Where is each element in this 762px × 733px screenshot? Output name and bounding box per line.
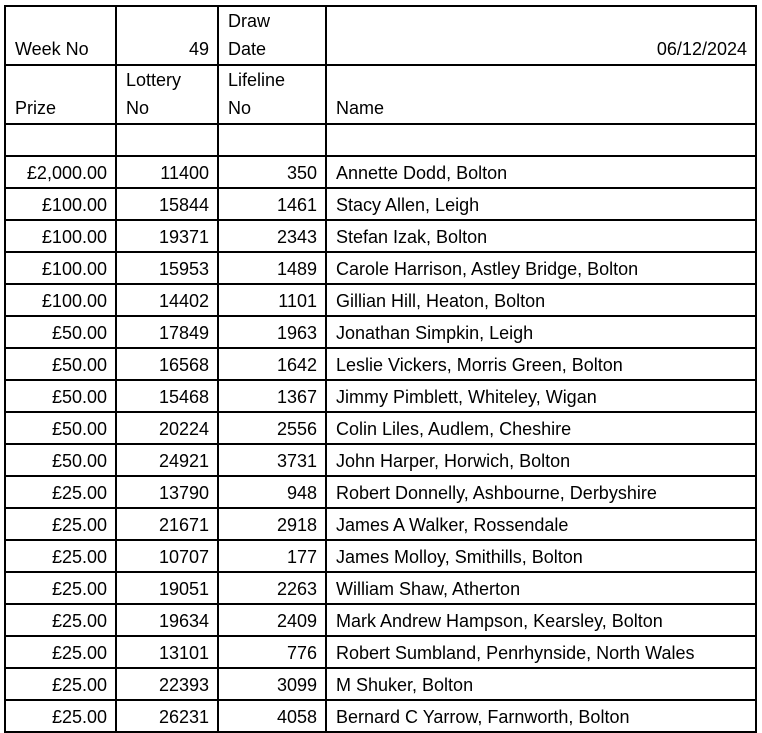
name-cell: James Molloy, Smithills, Bolton <box>326 540 756 572</box>
lottery-no-cell: 19371 <box>116 220 218 252</box>
lottery-no-cell: 20224 <box>116 412 218 444</box>
lottery-no-cell: 15844 <box>116 188 218 220</box>
table-row <box>5 572 756 604</box>
lifeline-no-cell: 177 <box>218 540 326 572</box>
table-row <box>5 412 756 444</box>
lifeline-no-cell: 1642 <box>218 348 326 380</box>
name-cell: Jonathan Simpkin, Leigh <box>326 316 756 348</box>
blank-cell <box>5 124 116 156</box>
table-row <box>5 348 756 380</box>
lottery-header-line1: Lottery <box>126 70 182 90</box>
blank-row <box>5 124 756 156</box>
lifeline-no-cell: 2263 <box>218 572 326 604</box>
prize-cell: £50.00 <box>5 348 116 380</box>
prize-cell: £25.00 <box>5 700 116 732</box>
table-row <box>5 540 756 572</box>
name-cell: Mark Andrew Hampson, Kearsley, Bolton <box>326 604 756 636</box>
table-row <box>5 380 756 412</box>
column-header-row <box>5 65 756 124</box>
results-table <box>4 5 757 733</box>
lifeline-no-cell: 1367 <box>218 380 326 412</box>
lifeline-no-cell: 3731 <box>218 444 326 476</box>
lottery-no-cell: 19634 <box>116 604 218 636</box>
lottery-no-cell: 19051 <box>116 572 218 604</box>
blank-cell <box>116 124 218 156</box>
draw-label-line2: Date <box>228 39 267 59</box>
table-row <box>5 508 756 540</box>
prize-cell: £50.00 <box>5 412 116 444</box>
lifeline-no-cell: 350 <box>218 156 326 188</box>
week-no-label: Week No <box>5 6 116 65</box>
draw-label-line1: Draw <box>228 11 271 31</box>
prize-cell: £25.00 <box>5 668 116 700</box>
lifeline-no-cell: 2343 <box>218 220 326 252</box>
prize-cell: £25.00 <box>5 636 116 668</box>
name-cell: Robert Sumbland, Penrhynside, North Wales <box>326 636 756 668</box>
prize-cell: £100.00 <box>5 252 116 284</box>
table-row <box>5 316 756 348</box>
lifeline-no-cell: 1101 <box>218 284 326 316</box>
lottery-no-cell: 13790 <box>116 476 218 508</box>
table-row <box>5 668 756 700</box>
table-row <box>5 188 756 220</box>
lottery-no-cell: 15953 <box>116 252 218 284</box>
table-row <box>5 604 756 636</box>
lottery-no-cell: 24921 <box>116 444 218 476</box>
table-row <box>5 220 756 252</box>
lottery-no-cell: 13101 <box>116 636 218 668</box>
prize-cell: £100.00 <box>5 220 116 252</box>
prize-cell: £50.00 <box>5 316 116 348</box>
prize-cell: £50.00 <box>5 444 116 476</box>
table-row <box>5 284 756 316</box>
prize-cell: £2,000.00 <box>5 156 116 188</box>
week-no-value: 49 <box>116 6 218 65</box>
prize-cell: £25.00 <box>5 572 116 604</box>
name-cell: William Shaw, Atherton <box>326 572 756 604</box>
lifeline-no-cell: 4058 <box>218 700 326 732</box>
lifeline-no-cell: 2918 <box>218 508 326 540</box>
lottery-no-cell: 10707 <box>116 540 218 572</box>
name-cell: Bernard C Yarrow, Farnworth, Bolton <box>326 700 756 732</box>
name-cell: Jimmy Pimblett, Whiteley, Wigan <box>326 380 756 412</box>
prize-cell: £25.00 <box>5 476 116 508</box>
blank-cell <box>326 124 756 156</box>
prize-header: Prize <box>5 65 116 124</box>
prize-cell: £25.00 <box>5 508 116 540</box>
prize-cell: £100.00 <box>5 188 116 220</box>
lifeline-no-cell: 948 <box>218 476 326 508</box>
table-row <box>5 444 756 476</box>
draw-date-label <box>218 6 326 65</box>
lottery-no-cell: 16568 <box>116 348 218 380</box>
lifeline-no-header <box>218 65 326 124</box>
name-cell: Leslie Vickers, Morris Green, Bolton <box>326 348 756 380</box>
prize-cell: £25.00 <box>5 604 116 636</box>
table-row <box>5 636 756 668</box>
prize-cell: £25.00 <box>5 540 116 572</box>
lifeline-no-cell: 2556 <box>218 412 326 444</box>
table-row <box>5 156 756 188</box>
lifeline-no-cell: 3099 <box>218 668 326 700</box>
name-cell: Gillian Hill, Heaton, Bolton <box>326 284 756 316</box>
lifeline-no-cell: 2409 <box>218 604 326 636</box>
table-row <box>5 700 756 732</box>
week-header-row <box>5 6 756 65</box>
lottery-no-cell: 11400 <box>116 156 218 188</box>
name-cell: James A Walker, Rossendale <box>326 508 756 540</box>
lottery-no-cell: 17849 <box>116 316 218 348</box>
blank-cell <box>218 124 326 156</box>
lottery-no-cell: 21671 <box>116 508 218 540</box>
name-cell: Colin Liles, Audlem, Cheshire <box>326 412 756 444</box>
prize-cell: £50.00 <box>5 380 116 412</box>
prize-cell: £100.00 <box>5 284 116 316</box>
name-header: Name <box>326 65 756 124</box>
name-cell: Stacy Allen, Leigh <box>326 188 756 220</box>
draw-date-value: 06/12/2024 <box>326 6 756 65</box>
lottery-no-header <box>116 65 218 124</box>
lifeline-header-line2: No <box>228 98 252 118</box>
lottery-no-cell: 15468 <box>116 380 218 412</box>
name-cell: Carole Harrison, Astley Bridge, Bolton <box>326 252 756 284</box>
lifeline-header-line1: Lifeline <box>228 70 286 90</box>
table-row <box>5 476 756 508</box>
name-cell: John Harper, Horwich, Bolton <box>326 444 756 476</box>
lottery-no-cell: 22393 <box>116 668 218 700</box>
lifeline-no-cell: 1489 <box>218 252 326 284</box>
name-cell: Robert Donnelly, Ashbourne, Derbyshire <box>326 476 756 508</box>
lifeline-no-cell: 776 <box>218 636 326 668</box>
lottery-no-cell: 14402 <box>116 284 218 316</box>
lifeline-no-cell: 1461 <box>218 188 326 220</box>
lifeline-no-cell: 1963 <box>218 316 326 348</box>
name-cell: M Shuker, Bolton <box>326 668 756 700</box>
name-cell: Stefan Izak, Bolton <box>326 220 756 252</box>
lottery-header-line2: No <box>126 98 150 118</box>
name-cell: Annette Dodd, Bolton <box>326 156 756 188</box>
table-row <box>5 252 756 284</box>
lottery-no-cell: 26231 <box>116 700 218 732</box>
